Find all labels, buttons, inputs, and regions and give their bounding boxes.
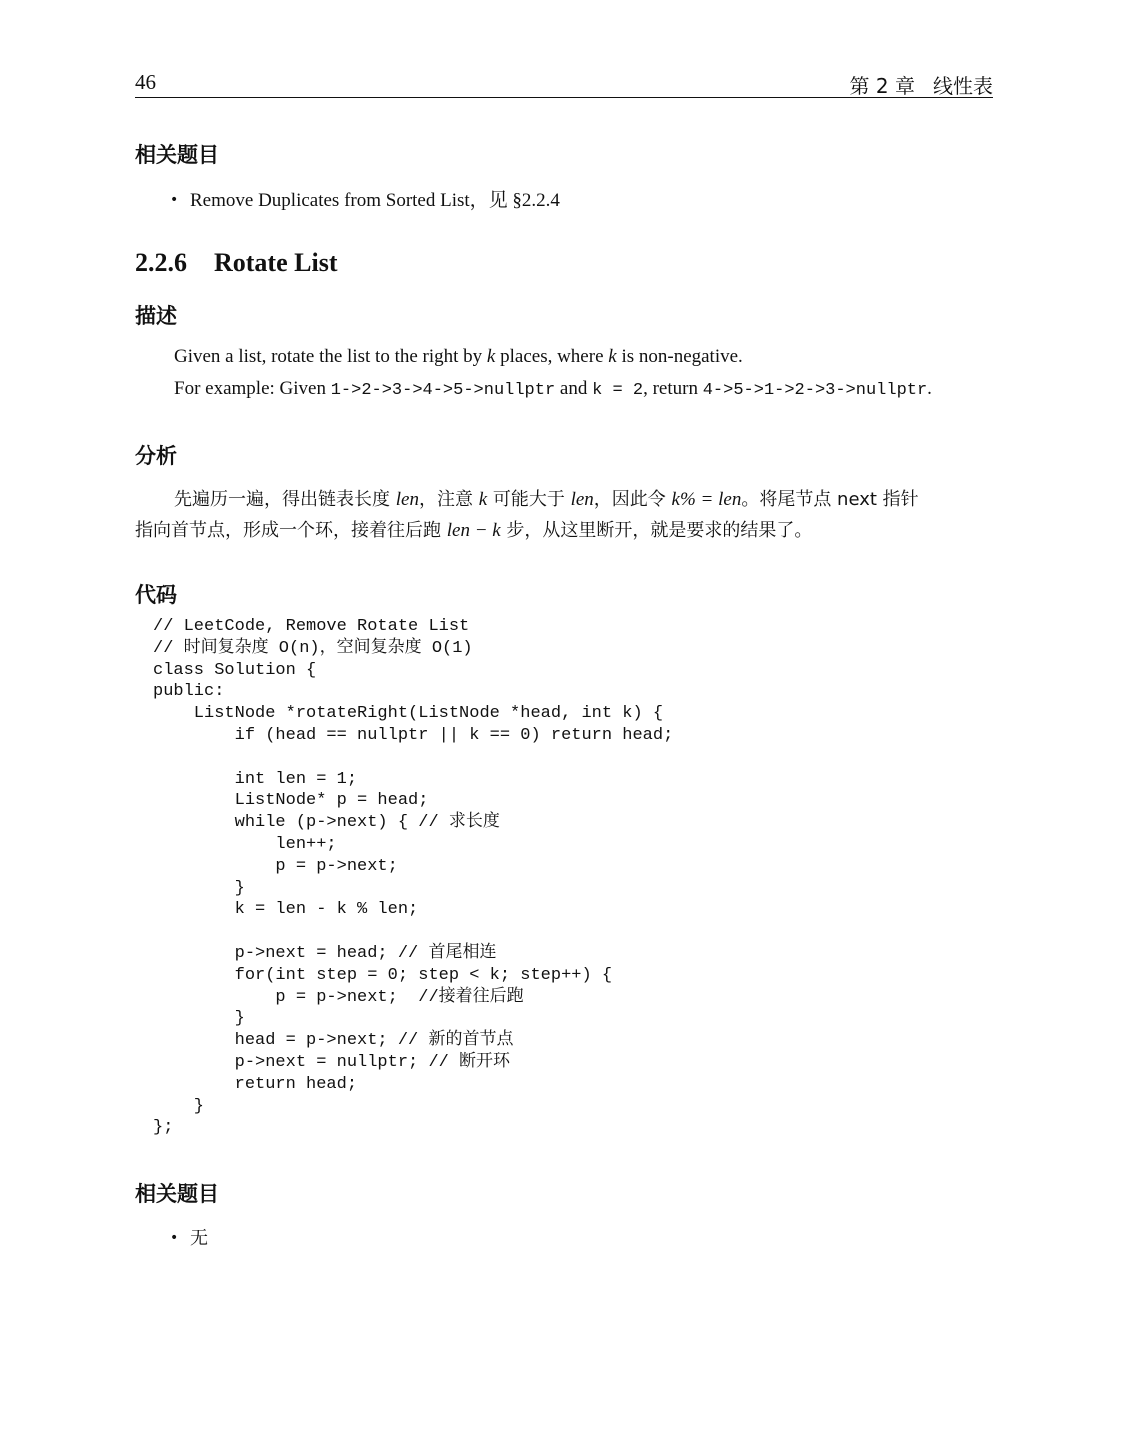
related-item-text: 无 — [190, 1228, 208, 1249]
text: Given a list, rotate the list to the right by — [174, 346, 487, 367]
code-line: // LeetCode, Remove Rotate List — [153, 617, 470, 636]
code-line: k = len - k % len; — [153, 900, 419, 920]
chapter-title — [850, 70, 993, 99]
text: 步，从这里断开，就是要求的结果了。 — [500, 520, 813, 541]
code-line: return head; — [153, 1074, 358, 1094]
code-line: p = p->next; //接着往后跑 — [153, 987, 524, 1007]
code-line: } — [153, 1009, 245, 1029]
math-k: k — [608, 346, 617, 367]
description-line-2 — [174, 378, 932, 400]
section-name: Rotate List — [214, 248, 338, 277]
code-line: class Solution { — [153, 660, 317, 680]
text: 指向首节点，形成一个环，接着往后跑 — [135, 520, 447, 541]
math: k% = len — [671, 489, 742, 510]
analysis-heading: 分析 — [135, 444, 177, 468]
text: is non-negative. — [616, 346, 743, 367]
analysis-paragraph — [135, 485, 993, 547]
code-line: if (head == nullptr || k == 0) return head; — [153, 725, 674, 745]
section-title — [135, 248, 337, 278]
text: and — [555, 378, 593, 399]
code-line: p->next = head; // 首尾相连 — [153, 943, 497, 963]
code-block — [153, 616, 993, 1139]
section-number: 2.2.6 — [135, 248, 187, 277]
bullet-dot: • — [170, 192, 179, 208]
chapter-label: 第 2 章 — [849, 74, 915, 98]
code-line: }; — [153, 1118, 174, 1138]
bullet-dot: • — [170, 1230, 179, 1246]
math: k — [478, 489, 488, 510]
code-line: for(int step = 0; step < k; step++) { — [153, 965, 613, 985]
related-heading-top: 相关题目 — [135, 143, 219, 167]
code-line: int len = 1; — [153, 769, 358, 789]
description-heading: 描述 — [135, 304, 177, 328]
text: 。将尾节点 next 指针 — [741, 489, 919, 510]
text: places, where — [495, 346, 609, 367]
code-line: len++; — [153, 834, 337, 854]
code-line: // 时间复杂度 O(n)，空间复杂度 O(1) — [153, 638, 473, 658]
code-line: p->next = nullptr; // 断开环 — [153, 1052, 511, 1072]
related-item-top — [170, 185, 560, 212]
description-line-1 — [174, 346, 743, 368]
related-item-bottom — [170, 1224, 208, 1250]
code-inline: 1->2->3->4->5->nullptr — [330, 381, 556, 400]
math: len — [395, 489, 419, 510]
text: . — [927, 378, 932, 399]
chapter-name: 线性表 — [933, 74, 993, 98]
code-line — [153, 747, 993, 769]
code-line — [153, 921, 993, 943]
code-line: ListNode* p = head; — [153, 791, 429, 811]
text: , return — [643, 378, 703, 399]
text: For example: Given — [174, 378, 331, 399]
text: 先遍历一遍，得出链表长度 — [174, 489, 396, 510]
page-number: 46 — [135, 70, 156, 94]
text: ，因此令 — [593, 489, 672, 510]
code-line: while (p->next) { // 求长度 — [153, 813, 500, 833]
analysis-line-1 — [135, 485, 993, 516]
code-inline: k = 2 — [592, 381, 644, 400]
math: len — [570, 489, 594, 510]
code-line: public: — [153, 682, 225, 702]
code-inline: 4->5->1->2->3->nullptr — [702, 381, 928, 400]
page-header — [135, 68, 993, 98]
related-heading-bottom: 相关题目 — [135, 1182, 219, 1206]
code-line: ListNode *rotateRight(ListNode *head, int k) { — [153, 704, 664, 724]
code-line: head = p->next; // 新的首节点 — [153, 1031, 514, 1051]
text: 可能大于 — [487, 489, 571, 510]
text: ，注意 — [418, 489, 479, 510]
analysis-line-2 — [135, 516, 993, 547]
code-heading: 代码 — [135, 583, 177, 607]
related-item-link[interactable]: Remove Duplicates from Sorted List，见 §2.2.4 — [190, 190, 560, 211]
math: len − k — [446, 520, 501, 541]
code-line: } — [153, 878, 245, 898]
code-line: } — [153, 1096, 205, 1116]
math-k: k — [486, 346, 496, 367]
code-line: p = p->next; — [153, 856, 398, 876]
